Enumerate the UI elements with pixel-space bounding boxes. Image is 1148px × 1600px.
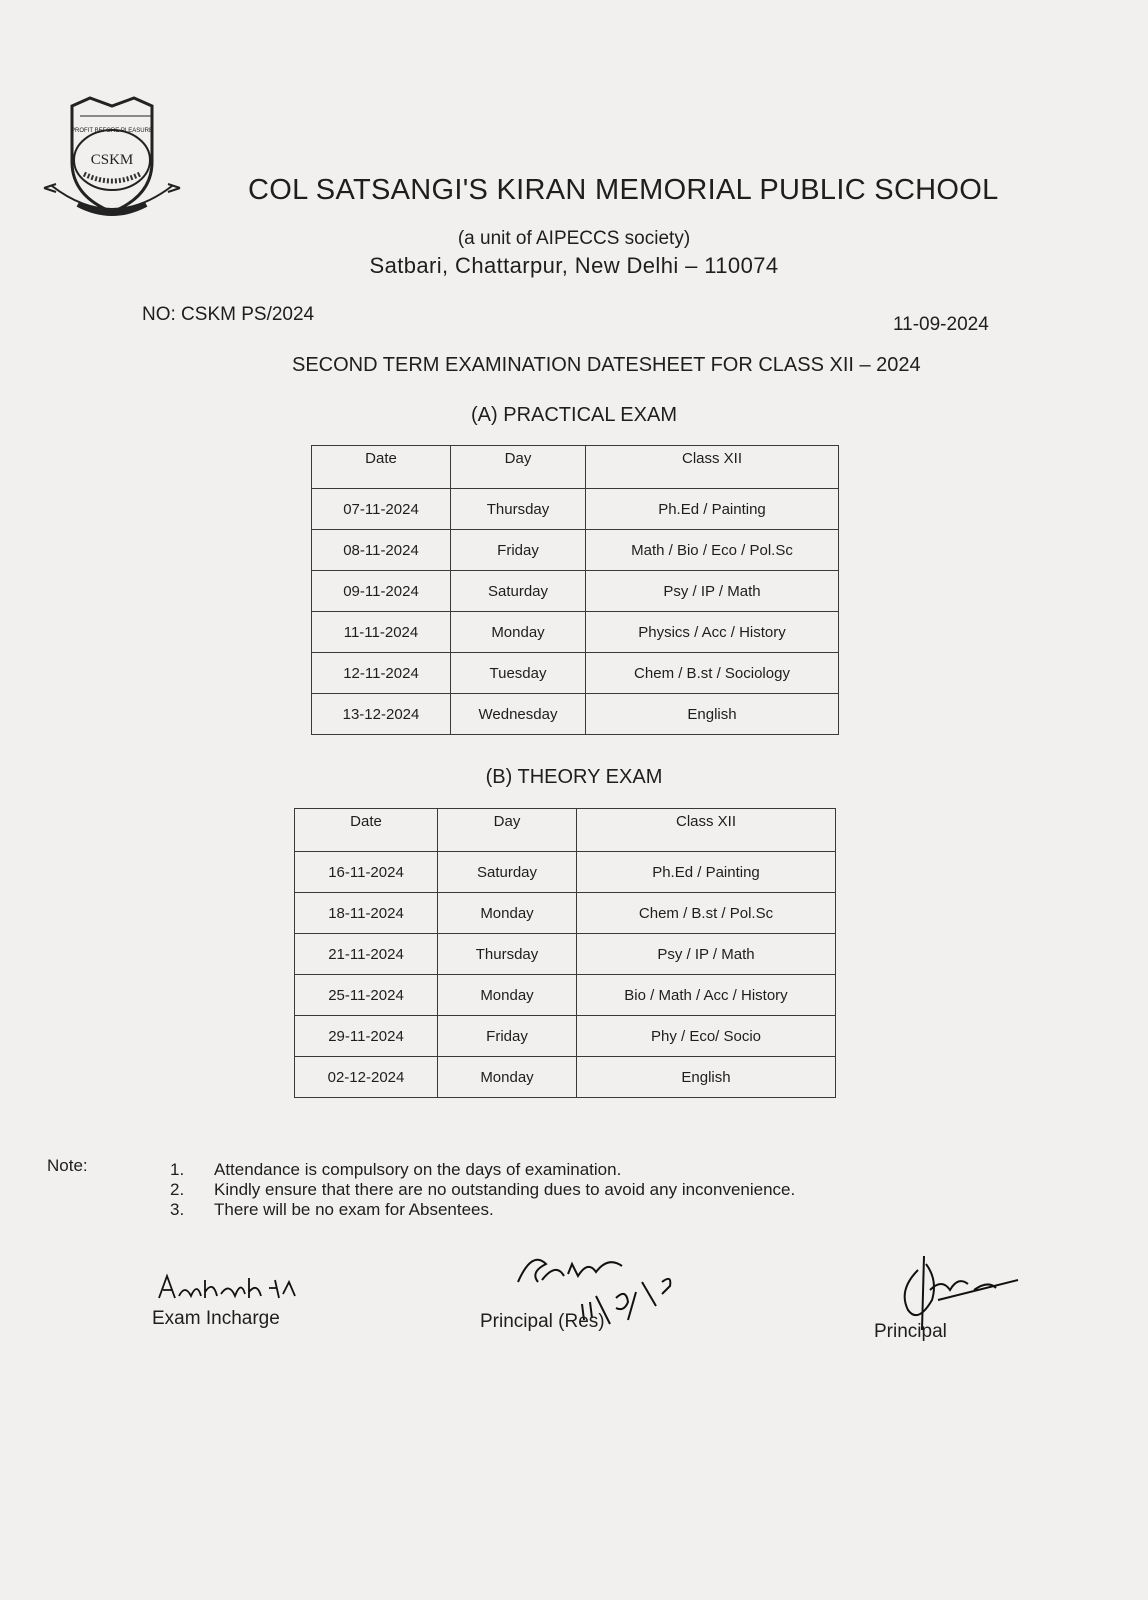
exam-day-cell: Friday bbox=[451, 530, 586, 571]
school-name: COL SATSANGI'S KIRAN MEMORIAL PUBLIC SCHOOL bbox=[248, 174, 999, 206]
exam-date-cell: 12-11-2024 bbox=[312, 653, 451, 694]
note-number: 3. bbox=[170, 1200, 185, 1219]
crest-initials-text: CSKM bbox=[90, 152, 134, 168]
note-text: There will be no exam for Absentees. bbox=[214, 1200, 494, 1219]
principal-label: Principal bbox=[874, 1321, 947, 1342]
exam-subject-cell: Chem / B.st / Sociology bbox=[586, 653, 839, 694]
exam-date-cell: 25-11-2024 bbox=[295, 975, 438, 1016]
exam-day-cell: Monday bbox=[438, 893, 577, 934]
list-item bbox=[170, 1180, 795, 1200]
column-header-date: Date bbox=[295, 809, 438, 852]
exam-date-cell: 29-11-2024 bbox=[295, 1016, 438, 1057]
principal-res-label: Principal (Res) bbox=[480, 1311, 605, 1332]
exam-date-cell: 16-11-2024 bbox=[295, 852, 438, 893]
exam-date-cell: 02-12-2024 bbox=[295, 1057, 438, 1098]
document-title: SECOND TERM EXAMINATION DATESHEET FOR CLASS XII – 2024 bbox=[292, 354, 921, 376]
column-header-date: Date bbox=[312, 446, 451, 489]
exam-subject-cell: Chem / B.st / Pol.Sc bbox=[577, 893, 836, 934]
note-label: Note: bbox=[47, 1156, 88, 1175]
list-item bbox=[170, 1160, 795, 1180]
school-crest-logo bbox=[42, 92, 182, 224]
exam-subject-cell: Ph.Ed / Painting bbox=[586, 489, 839, 530]
issue-date: 11-09-2024 bbox=[893, 314, 989, 335]
exam-day-cell: Monday bbox=[451, 612, 586, 653]
reference-number: NO: CSKM PS/2024 bbox=[142, 304, 315, 325]
exam-date-cell: 08-11-2024 bbox=[312, 530, 451, 571]
theory-exam-table bbox=[294, 808, 836, 1098]
notes-list bbox=[170, 1160, 795, 1220]
theory-exam-heading: (B) THEORY EXAM bbox=[485, 766, 663, 788]
note-number: 2. bbox=[170, 1180, 185, 1199]
exam-subject-cell: English bbox=[577, 1057, 836, 1098]
list-item bbox=[170, 1200, 795, 1220]
exam-subject-cell: Physics / Acc / History bbox=[586, 612, 839, 653]
table-header-row bbox=[295, 809, 836, 852]
table-row bbox=[295, 852, 836, 893]
exam-day-cell: Monday bbox=[438, 975, 577, 1016]
table-header-row bbox=[312, 446, 839, 489]
note-text: Attendance is compulsory on the days of examination. bbox=[214, 1160, 622, 1179]
exam-subject-cell: English bbox=[586, 694, 839, 735]
exam-subject-cell: Phy / Eco/ Socio bbox=[577, 1016, 836, 1057]
school-unit-line: (a unit of AIPECCS society) bbox=[457, 228, 691, 249]
exam-incharge-signature bbox=[155, 1270, 305, 1304]
table-row bbox=[312, 694, 839, 735]
exam-day-cell: Thursday bbox=[438, 934, 577, 975]
table-row bbox=[295, 934, 836, 975]
exam-day-cell: Thursday bbox=[451, 489, 586, 530]
exam-subject-cell: Ph.Ed / Painting bbox=[577, 852, 836, 893]
table-row bbox=[312, 489, 839, 530]
practical-exam-table bbox=[311, 445, 839, 735]
exam-date-cell: 13-12-2024 bbox=[312, 694, 451, 735]
column-header-class: Class XII bbox=[586, 446, 839, 489]
crest-motto-text: PROFIT BEFORE PLEASURE bbox=[71, 128, 153, 134]
table-row bbox=[295, 975, 836, 1016]
column-header-class: Class XII bbox=[577, 809, 836, 852]
column-header-day: Day bbox=[438, 809, 577, 852]
exam-subject-cell: Psy / IP / Math bbox=[586, 571, 839, 612]
exam-subject-cell: Psy / IP / Math bbox=[577, 934, 836, 975]
exam-subject-cell: Bio / Math / Acc / History bbox=[577, 975, 836, 1016]
exam-day-cell: Saturday bbox=[438, 852, 577, 893]
note-text: Kindly ensure that there are no outstanding dues to avoid any inconvenience. bbox=[214, 1180, 796, 1199]
exam-day-cell: Saturday bbox=[451, 571, 586, 612]
exam-date-cell: 11-11-2024 bbox=[312, 612, 451, 653]
table-row bbox=[295, 893, 836, 934]
table-row bbox=[312, 571, 839, 612]
note-number: 1. bbox=[170, 1160, 185, 1179]
practical-exam-heading: (A) PRACTICAL EXAM bbox=[471, 404, 677, 426]
table-row bbox=[312, 612, 839, 653]
table-row bbox=[295, 1057, 836, 1098]
exam-day-cell: Wednesday bbox=[451, 694, 586, 735]
school-address: Satbari, Chattarpur, New Delhi – 110074 bbox=[369, 253, 779, 278]
exam-subject-cell: Math / Bio / Eco / Pol.Sc bbox=[586, 530, 839, 571]
column-header-day: Day bbox=[451, 446, 586, 489]
table-row bbox=[312, 530, 839, 571]
exam-date-cell: 09-11-2024 bbox=[312, 571, 451, 612]
exam-date-cell: 07-11-2024 bbox=[312, 489, 451, 530]
exam-day-cell: Friday bbox=[438, 1016, 577, 1057]
exam-day-cell: Monday bbox=[438, 1057, 577, 1098]
exam-date-cell: 21-11-2024 bbox=[295, 934, 438, 975]
exam-day-cell: Tuesday bbox=[451, 653, 586, 694]
table-row bbox=[312, 653, 839, 694]
exam-incharge-label: Exam Incharge bbox=[152, 1308, 280, 1329]
table-row bbox=[295, 1016, 836, 1057]
exam-date-cell: 18-11-2024 bbox=[295, 893, 438, 934]
